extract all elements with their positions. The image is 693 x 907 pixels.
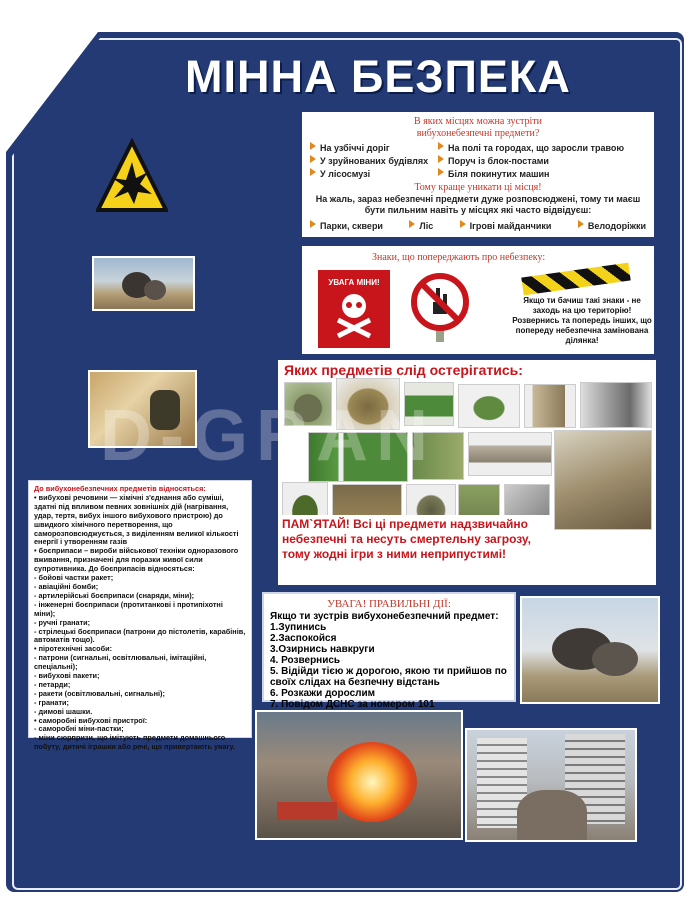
action-step: 3.Озирнись навкруги (270, 644, 375, 655)
definition-line: - патрони (сигнальні, освітлювальні, імітаційні, спеціальні); (34, 653, 207, 672)
definitions-heading: До вибухонебезпечних предметів відносяться: (34, 484, 206, 493)
signs-warning-text: Якщо ти бачиш такі знаки - не заходь на цю територію! Розвернись та попередь інших, що попереду небезпечна замінована ділянка! (512, 296, 652, 345)
places-heading: В яких місцях можна зустріти вибухонебезпечні предмети? (414, 116, 542, 139)
action-step: 6. Розкажи дорослим (270, 688, 376, 699)
avoid-heading: Тому краще уникати ці місця! (414, 182, 542, 193)
skull-icon (334, 292, 374, 338)
no-entry-sign-icon (409, 272, 471, 342)
explosion-photo-field (92, 256, 195, 311)
signs-panel (300, 244, 656, 356)
definition-line: - авіаційні бомби; (34, 581, 99, 591)
common-place: Парки, сквери (310, 220, 383, 233)
common-place: Велодоріжки (578, 220, 646, 233)
actions-intro: Якщо ти зустрів вибухонебезпечний предмет: (270, 611, 499, 622)
action-step: 7. Повідом ДСНС за номером 101 (270, 699, 435, 710)
explosion-photo-road (520, 596, 660, 704)
definition-line: - вибухові пакети; (34, 671, 100, 681)
place-item: Біля покинутих машин (438, 168, 624, 181)
definition-line: • саморобні вибухові пристрої: (34, 715, 148, 725)
page-title: МІННА БЕЗПЕКА (185, 51, 571, 102)
definition-line: • піротехнічні засоби: (34, 644, 113, 654)
definition-line: - гранати; (34, 697, 69, 707)
definitions-panel (28, 480, 252, 752)
definition-line: - інженерні боєприпаси (протитанкові і протипіхотні міни); (34, 599, 223, 618)
places-panel (300, 110, 656, 239)
explosive-warning-icon (96, 138, 168, 220)
places-note: На жаль, зараз небезпечні предмети дуже розповсюджені, тому ти маєш бути пильним навіть у місцях які часто відвідуєш: (315, 194, 641, 215)
definition-line: - ручні гранати; (34, 617, 91, 627)
action-step: 4. Розвернись (270, 655, 341, 666)
common-place: Ліс (409, 220, 433, 233)
definition-line: - саморобні міни-пастки; (34, 724, 124, 734)
item-photo-artillery-shell (468, 432, 552, 476)
destroyed-building-photo (465, 728, 637, 842)
item-photo-rocket (580, 382, 652, 428)
definition-line: • боєприпаси – вироби військової техніки одноразового вживання, призначені для поразки живої сили супротивника. До боєприпасів відносяться: (34, 546, 239, 574)
watermark: D-GRAN (100, 396, 436, 476)
definition-line: • вибухові речовини — хімічні з'єднання або суміші, здатні під впливом певних зовнішніх дій (нагрівання, удар, тертя, вибух іншого вибухового пристрою) до швидкого хімічного перетворення, що саморозповсюджується, з виділенням великої кількості енергії і утворенням газів (34, 492, 239, 547)
common-place: Ігрові майданчики (460, 220, 552, 233)
place-item: На полі та городах, що заросли травою (438, 142, 624, 155)
barrier-tape-icon (521, 263, 630, 296)
definition-line: - ракети (освітлювальні, сигнальні); (34, 688, 165, 698)
actions-panel (262, 592, 516, 710)
item-photo-shell (524, 384, 576, 428)
mine-warning-sign (318, 270, 390, 348)
item-photo-bomb-ground (554, 430, 652, 530)
action-step: 2.Заспокойся (270, 633, 337, 644)
place-item: Поруч із блок-постами (438, 155, 624, 168)
action-step: 1.Зупинись (270, 622, 327, 633)
action-step: 5. Відійди тією ж дорогою, якою ти прийшов по своїх слідах на безпечну відстань (270, 666, 507, 688)
sign-label: УВАГА МІНИ! (328, 278, 380, 287)
items-heading: Яких предметів слід остерігатись: (284, 362, 523, 378)
definition-line: - артилерійські боєприпаси (снаряди, міни); (34, 590, 195, 600)
definition-line: - стрілецькі боєприпаси (патрони до пістолетів, карабінів, автоматів тощо). (34, 626, 246, 645)
signs-heading: Знаки, що попереджають про небезпеку: (372, 252, 546, 263)
definition-line: - петарди; (34, 679, 71, 689)
definition-line: - міни сюрпризи, що імітують предмети домашнього побуту, дитячі іграшки або речі, що привертають увагу. (34, 733, 235, 752)
item-photo-round-mine (458, 384, 520, 428)
actions-heading: УВАГА! ПРАВИЛЬНІ ДІЇ: (327, 598, 451, 610)
definitions-text (34, 485, 246, 752)
place-item: У лісосмузі (310, 168, 438, 181)
definition-line: - димові шашки. (34, 706, 93, 716)
definition-line: - бойові частки ракет; (34, 573, 114, 583)
place-item: На узбіччі доріг (310, 142, 438, 155)
car-explosion-photo (255, 710, 463, 840)
items-danger-warning: ПАМ`ЯТАЙ! Всі ці предмети надзвичайно небезпечні та несуть смертельну загрозу, тому жодні ігри з ними неприпустимі! (282, 515, 552, 562)
place-item: У зруйнованих будівлях (310, 155, 438, 168)
